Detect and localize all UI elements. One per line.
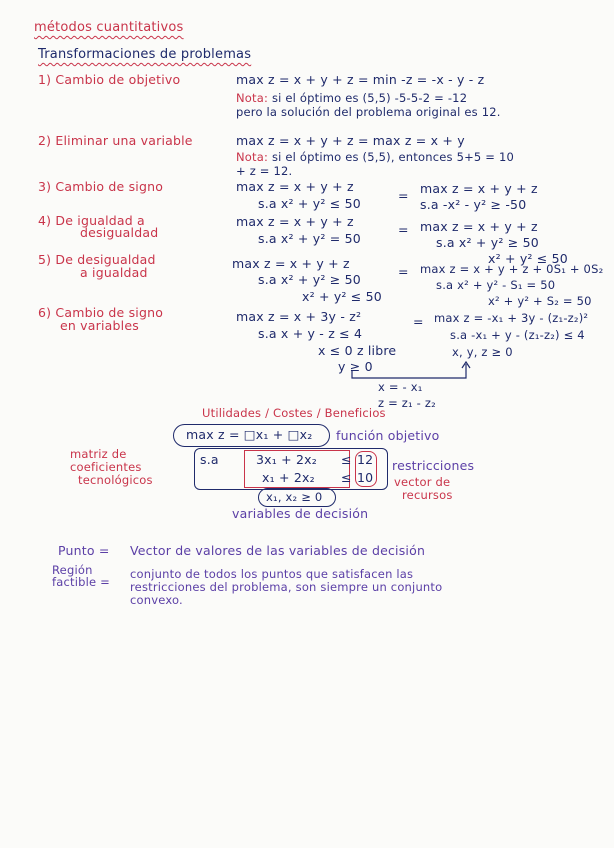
item-5-label-line2: a igualdad — [80, 265, 148, 280]
item-1-note-prefix: Nota: — [236, 91, 269, 105]
item-6-right-line2: s.a -x₁ + y - (z₁-z₂) ≤ 4 — [450, 328, 585, 342]
item-6-left-line1: max z = x + 3y - z² — [236, 309, 362, 324]
item-2-note-line2: + z = 12. — [236, 164, 293, 178]
item-6-left-line4: y ≥ 0 — [338, 359, 373, 374]
punto-definition: Vector de valores de las variables de decisión — [130, 543, 426, 558]
item-6-label-line1: 6) Cambio de signo — [38, 305, 164, 320]
item-1-equation: max z = x + y + z = min -z = -x - y - z — [236, 72, 485, 87]
item-4-left-line1: max z = x + y + z — [236, 214, 354, 229]
item-6-right-line1: max z = -x₁ + 3y - (z₁-z₂)² — [434, 311, 589, 325]
item-4-right-line3: x² + y² ≤ 50 — [488, 251, 568, 266]
item-2-label: 2) Eliminar una variable — [38, 133, 193, 148]
item-2-note-text1: si el óptimo es (5,5), entonces 5+5 = 10 — [271, 150, 515, 164]
item-4-equals: = — [398, 222, 409, 237]
matrix-label-line2: coeficientes — [70, 460, 142, 474]
item-3-left-line2: s.a x² + y² ≤ 50 — [258, 196, 361, 211]
matrix-label-line3: tecnológicos — [78, 473, 153, 487]
item-6-equals: = — [413, 314, 424, 329]
constraint-1-rhs: 12 — [357, 452, 374, 467]
constraint-1-lhs: 3x₁ + 2x₂ — [256, 452, 317, 467]
item-1-note-text1: si el óptimo es (5,5) -5-5-2 = -12 — [271, 91, 468, 105]
item-6-label-line2: en variables — [60, 318, 139, 333]
item-1-note-line2: pero la solución del problema original es 12. — [236, 105, 501, 119]
constraint-2-sign: ≤ — [341, 470, 352, 485]
objective-function: max z = □x₁ + □x₂ — [186, 427, 313, 442]
decision-variables: x₁, x₂ ≥ 0 — [266, 490, 323, 504]
item-5-left-line1: max z = x + y + z — [232, 256, 350, 271]
item-4-label-line2: desigualdad — [80, 225, 159, 240]
item-2-equation: max z = x + y + z = max z = x + y — [236, 133, 465, 148]
item-4-label-line1: 4) De igualdad a — [38, 213, 145, 228]
constraints-sa: s.a — [200, 452, 219, 467]
item-5-label-line1: 5) De desigualdad — [38, 252, 156, 267]
vector-label-line2: recursos — [402, 488, 453, 502]
item-3-right-line1: max z = x + y + z — [420, 181, 538, 196]
item-4-left-line2: s.a x² + y² = 50 — [258, 231, 361, 246]
constraint-2-rhs: 10 — [357, 470, 374, 485]
item-5-left-line3: x² + y² ≤ 50 — [302, 289, 382, 304]
region-term-line2: factible = — [52, 575, 110, 589]
item-6-left-line3: x ≤ 0 z libre — [318, 343, 397, 358]
item-5-equals: = — [398, 264, 409, 279]
region-definition-line3: convexo. — [130, 593, 183, 607]
objective-function-label: función objetivo — [336, 428, 440, 443]
item-3-equals: = — [398, 188, 409, 203]
item-5-right-line1: max z = x + y + z + 0S₁ + 0S₂ — [420, 262, 604, 276]
item-5-right-line3: x² + y² + S₂ = 50 — [488, 294, 592, 308]
item-5-right-line2: s.a x² + y² - S₁ = 50 — [436, 278, 556, 292]
item-6-left-line2: s.a x + y - z ≤ 4 — [258, 326, 363, 341]
matrix-label-line1: matriz de — [70, 447, 127, 461]
item-5-left-line2: s.a x² + y² ≥ 50 — [258, 272, 361, 287]
decision-variables-label: variables de decisión — [232, 506, 369, 521]
constraint-1-sign: ≤ — [341, 452, 352, 467]
region-term-line1: Región — [52, 563, 93, 577]
item-3-left-line1: max z = x + y + z — [236, 179, 354, 194]
punto-term: Punto = — [58, 543, 110, 558]
item-6-substitution-z: z = z₁ - z₂ — [378, 396, 436, 410]
item-2-note-prefix: Nota: — [236, 150, 269, 164]
section-title: Transformaciones de problemas — [38, 47, 252, 62]
course-title: métodos cuantitativos — [34, 20, 184, 35]
region-definition-line2: restricciones del problema, son siempre un conjunto — [130, 580, 443, 594]
item-4-right-line2: s.a x² + y² ≥ 50 — [436, 235, 539, 250]
constraint-2-lhs: x₁ + 2x₂ — [262, 470, 315, 485]
model-top-label: Utilidades / Costes / Beneficios — [202, 406, 386, 420]
item-6-right-line3: x, y, z ≥ 0 — [452, 345, 513, 359]
item-3-label: 3) Cambio de signo — [38, 179, 164, 194]
restrictions-label: restricciones — [392, 458, 475, 473]
item-1-label: 1) Cambio de objetivo — [38, 72, 181, 87]
vector-label-line1: vector de — [394, 475, 451, 489]
item-3-right-line2: s.a -x² - y² ≥ -50 — [420, 197, 527, 212]
item-4-right-line1: max z = x + y + z — [420, 219, 538, 234]
item-6-substitution-x: x = - x₁ — [378, 380, 423, 394]
region-definition-line1: conjunto de todos los puntos que satisfacen las — [130, 567, 414, 581]
